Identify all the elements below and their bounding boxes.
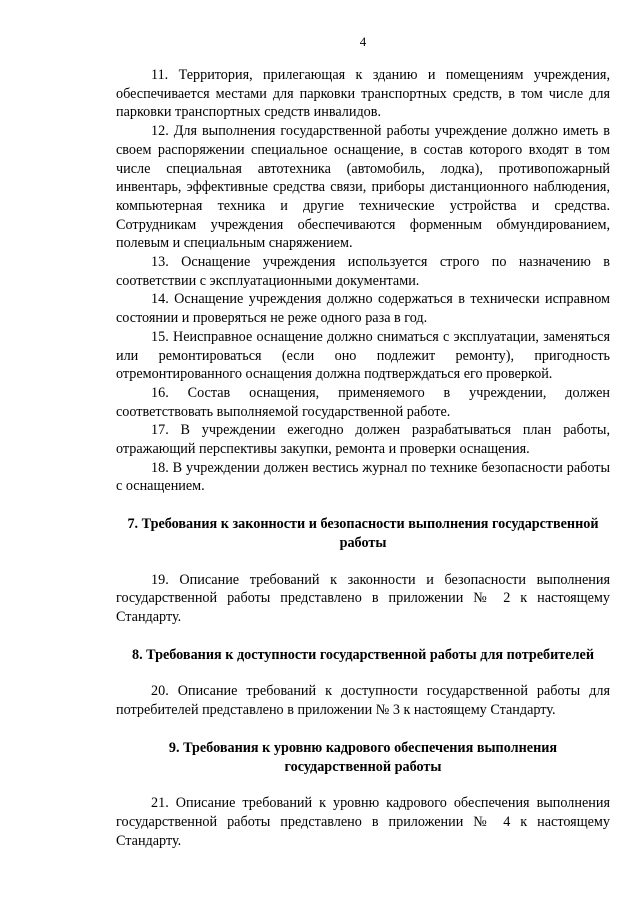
section-8-heading: 8. Требования к доступности государственной работы для потребителей	[131, 646, 595, 663]
spacer	[116, 720, 610, 739]
section-9-heading: 9. Требования к уровню кадрового обеспечения выполнения государственной работы	[168, 739, 558, 775]
spacer	[116, 496, 610, 515]
section-7-heading: 7. Требования к законности и безопасности выполнения государственной работы	[127, 516, 599, 551]
paragraph-15: 15. Неисправное оснащение должно сниматься с эксплуатации, заменяться или ремонтироваться (если оно подлежит ремонту), пригодность отремонтированного оснащения должна подтверждаться его проверкой.	[116, 328, 610, 383]
spacer	[116, 776, 610, 794]
spacer	[116, 664, 610, 682]
paragraph-13: 13. Оснащение учреждения используется строго по назначению в соответствии с эксплуатационными документами.	[116, 254, 610, 289]
spacer	[116, 553, 610, 571]
paragraph-14: 14. Оснащение учреждения должно содержаться в технически исправном состоянии и проверяться не реже одного раза в год.	[116, 291, 610, 327]
paragraph-18: 18. В учреждении должен вестись журнал по технике безопасности работы с оснащением.	[116, 459, 610, 495]
paragraph-17: 17. В учреждении ежегодно должен разрабатываться план работы, отражающий перспективы закупки, ремонта и проверки оснащения.	[116, 422, 610, 458]
paragraph-12: 12. Для выполнения государственной работы учреждение должно иметь в своем распоряжении специальное оснащение, в состав которого входят в том числе специальная автотехника (автомобиль, лодка), противопожарный инвентарь, эффективные средства связи, приборы дистанционного наблюдения, компьютерная техника и другие технические устройства и средства. Сотрудникам учреждения обеспечиваются форменным обмундированием, полевым и специальным снаряжением.	[116, 123, 610, 252]
spacer	[116, 627, 610, 646]
page-number: 4	[359, 34, 367, 49]
paragraph-19: 19. Описание требований к законности и безопасности выполнения государственной работы представлено в приложении № 2 к настоящему Стандарту.	[116, 571, 610, 625]
paragraph-11: 11. Территория, прилегающая к зданию и помещениям учреждения, обеспечивается местами для парковки транспортных средств, в том числе для парковки транспортных средств инвалидов.	[116, 67, 610, 121]
paragraph-21: 21. Описание требований к уровню кадрового обеспечения выполнения государственной работы представлено в приложении № 4 к настоящему Стандарту.	[116, 795, 610, 849]
paragraph-20: 20. Описание требований к доступности государственной работы для потребителей представлено в приложении № 3 к настоящему Стандарту.	[116, 683, 610, 719]
paragraph-16: 16. Состав оснащения, применяемого в учреждении, должен соответствовать выполняемой государственной работе.	[116, 384, 610, 420]
